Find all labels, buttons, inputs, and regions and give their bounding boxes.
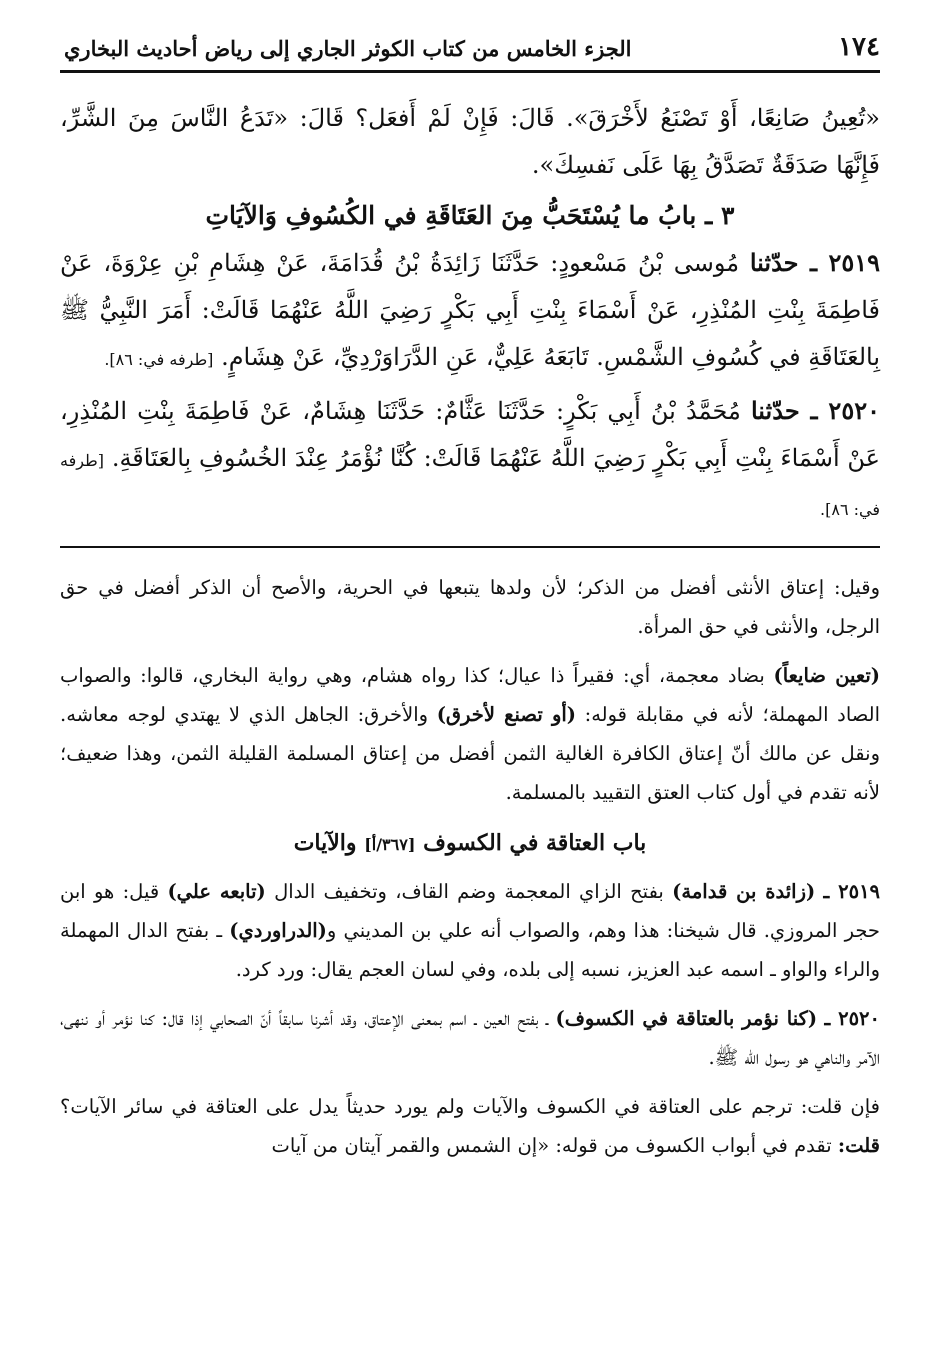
bab-heading-b: والآيات bbox=[293, 830, 357, 856]
hadith-text bbox=[60, 95, 880, 537]
term-kunna: (كنا نؤمر بالعتاقة في الكسوف) bbox=[555, 1007, 818, 1030]
commentary-2520-text: ـ بفتح العين ـ اسم بمعنى الإعتاق، وقد أشرنا سابقاً أنّ الصحابي إذا قال: كنا نؤمر أو ننهى، الآمر والناهي هو رسول الله ﷺ. bbox=[60, 1007, 880, 1069]
intro-paragraph: «تُعِينُ صَانِعًا، أَوْ تَصْنَعُ لأَخْرَقَ». قَالَ: فَإِنْ لَمْ أَفعَل؟ قَالَ: «تَدَعُ النَّاسَ مِنَ الشَّرِّ، فَإِنَّهَا صَدَقَةٌ تَصَدَّقُ بِهَا عَلَى نَفسِكَ». bbox=[60, 104, 880, 179]
term-darawardi: (الدراوردي) bbox=[229, 919, 327, 942]
commentary-last-text1: فإن قلت: ترجم على العتاقة في الكسوف والآيات ولم يورد حديثاً يدل على العتاقة في سائر الآيات؟ bbox=[60, 1095, 880, 1118]
commentary-2519-text1: بفتح الزاي المعجمة وضم القاف، وتخفيف الدال bbox=[274, 880, 664, 903]
commentary-p2-text1: بضاد معجمة، أي: فقيراً ذا عيال؛ كذا رواه هشام، وهي رواية البخاري، قالوا: والصواب الصاد المهملة؛ لأنه في مقابلة قوله: bbox=[60, 664, 881, 726]
running-title: الجزء الخامس من كتاب الكوثر الجاري إلى رياض أحاديث البخاري bbox=[64, 36, 632, 61]
commentary-2519 bbox=[60, 872, 880, 989]
bab-title: ٣ ـ بابُ ما يُسْتَحَبُّ مِنَ العَتَاقَةِ في الكُسُوفِ وَالآيَاتِ bbox=[205, 201, 735, 230]
page-header bbox=[60, 30, 880, 73]
page-number: ١٧٤ bbox=[838, 32, 880, 62]
hadith-2520-ref: [طرفه في: ٨٦]. bbox=[60, 451, 880, 519]
term-zaida: (زائدة بن قدامة) bbox=[672, 880, 816, 903]
hadith-2519 bbox=[60, 239, 880, 383]
commentary-2520 bbox=[60, 999, 880, 1077]
hadith-2519-text: مُوسى بْنُ مَسْعودٍ: حَدَّثَنَا زَائِدَةُ بْنُ قُدَامَةَ، عَنْ هِشَامِ بْنِ عِرْوَةَ، عَنْ فَاطِمَةَ بِنْتِ المُنْذِرِ، عَنْ أَسْمَاءَ بِنْتِ أَبِي بَكْرٍ رَضِيَ اللَّهُ عَنْهُمَا قَالَتْ: أَمَرَ النَّبِيُّ ﷺ بِالعَتَاقَةِ في كُسُوفِ الشَّمْسِ. تَابَعَهُ عَلِيٌّ، عَنِ الدَّرَاوَرْدِيِّ، عَنْ هِشَامٍ. bbox=[60, 249, 880, 371]
commentary-last bbox=[60, 1087, 880, 1165]
commentary-p2-text2: والأخرق: الجاهل الذي لا يهتدي لوجه معاشه. ونقل عن مالك أنّ إعتاق الكافرة الغالية الثمن أفضل من إعتاق المسلمة القليلة الثمن، وهذا ضعيف؛ لأنه تقدم في أول كتاب العتق التقييد بالمسلمة. bbox=[60, 703, 880, 804]
term-tabaahu: (تابعه علي) bbox=[167, 880, 266, 903]
commentary-2519-text3: ـ بفتح الدال المهملة والراء والواو ـ اسمه عبد العزيز، نسبه إلى بلده، وفي لسان العجم يقال: ورد كرد. bbox=[60, 919, 880, 981]
hadith-2519-number: ٢٥١٩ ـ حدّثنا bbox=[749, 248, 880, 277]
bab-heading-a: باب العتاقة في الكسوف bbox=[423, 830, 647, 856]
hadith-2520 bbox=[60, 387, 880, 533]
hadith-2520-number: ٢٥٢٠ ـ حدّثنا bbox=[750, 396, 880, 425]
commentary-bab-heading bbox=[60, 822, 880, 866]
commentary-2519-number: ٢٥١٩ ـ bbox=[823, 880, 881, 903]
hadith-2519-ref: [طرفه في: ٨٦]. bbox=[104, 350, 214, 369]
term-akhraq: (أو تصنع لأخرق) bbox=[436, 703, 577, 726]
footnote-divider bbox=[60, 546, 880, 548]
commentary-p2 bbox=[60, 656, 880, 812]
term-qultu: قلت: bbox=[837, 1134, 880, 1157]
commentary-p1: وقيل: إعتاق الأنثى أفضل من الذكر؛ لأن ولدها يتبعها في الحرية، والأصح أن الذكر أفضل في حق الرجل، والأنثى في حق المرأة. bbox=[60, 576, 880, 638]
commentary bbox=[60, 568, 880, 1175]
bab-heading-ref: [٣٦٧/أ] bbox=[364, 835, 416, 854]
commentary-last-text2: تقدم في أبواب الكسوف من قوله: «إن الشمس والقمر آيتان من آيات bbox=[271, 1134, 832, 1157]
term-taeen: (تعين ضايعاً) bbox=[773, 664, 880, 687]
commentary-2519-text2: قيل: هو ابن حجر المروزي. قال شيخنا: هذا وهم، والصواب أنه علي بن المديني و bbox=[60, 880, 880, 942]
hadith-2520-text: مُحَمَّدُ بْنُ أَبِي بَكْرٍ: حَدَّثَنَا عَثَّامٌ: حَدَّثَنَا هِشَامٌ، عَنْ فَاطِمَةَ بِنْتِ المُنْذِرِ، عَنْ أَسْمَاءَ بِنْتِ أَبِي بَكْرٍ رَضِيَ اللَّهُ عَنْهُمَا قَالَتْ: كُنَّا نُؤْمَرُ عِنْدَ الخُسُوفِ بِالعَتَاقَةِ. bbox=[60, 397, 880, 472]
commentary-2520-number: ٢٥٢٠ ـ bbox=[824, 1007, 880, 1030]
